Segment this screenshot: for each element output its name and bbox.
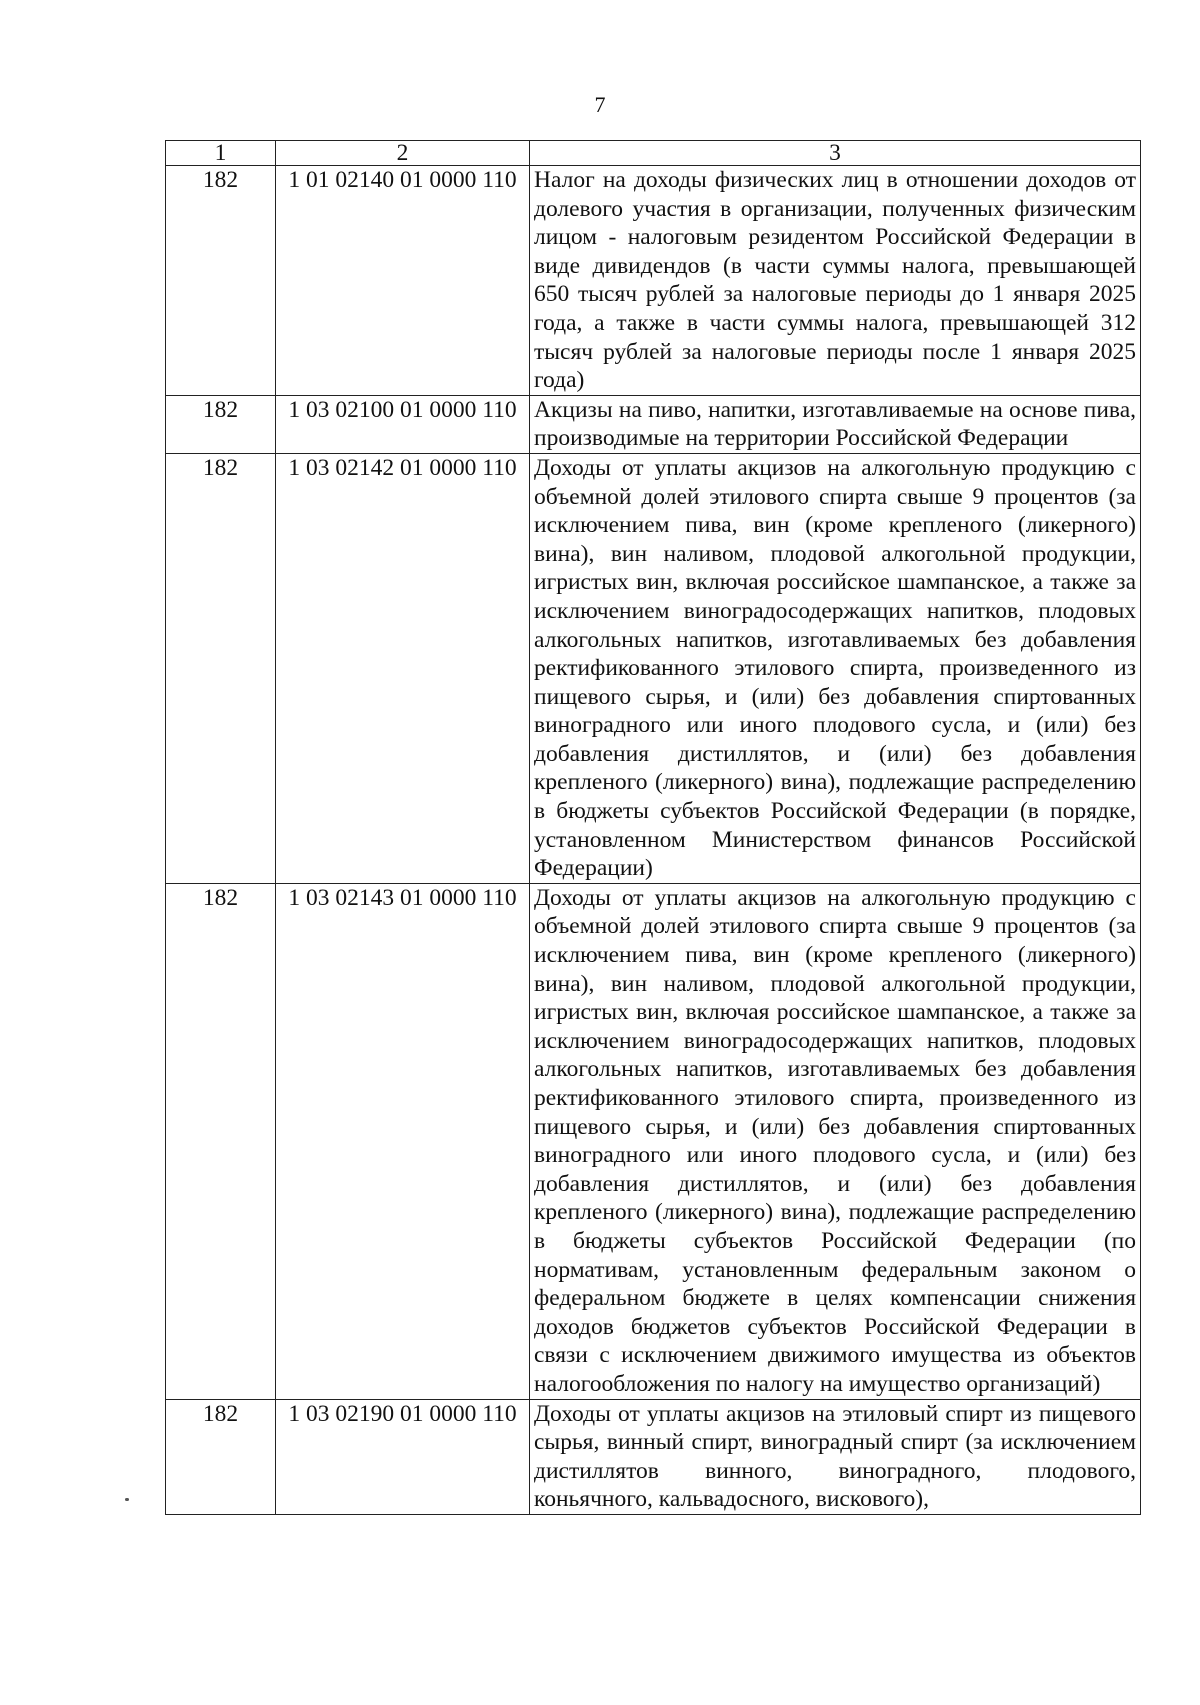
table-row (166, 883, 1141, 1399)
budget-classification-code: 1 03 02100 01 0000 110 (276, 395, 530, 453)
revenue-description: Доходы от уплаты акцизов на этиловый спирт из пищевого сырья, винный спирт, виноградный спирт (за исключением дистиллятов винного, виноградного, плодового, коньячного, кальвадосного, вискового), (530, 1399, 1141, 1514)
table-row (166, 395, 1141, 453)
administrator-code: 182 (166, 395, 276, 453)
administrator-code: 182 (166, 166, 276, 396)
revenue-description: Акцизы на пиво, напитки, изготавливаемые на основе пива, производимые на территории Российской Федерации (530, 395, 1141, 453)
scan-speck (125, 1498, 129, 1501)
budget-classification-code: 1 03 02190 01 0000 110 (276, 1399, 530, 1514)
revenue-description: Налог на доходы физических лиц в отношении доходов от долевого участия в организации, полученных физическим лицом - налоговым резидентом Российской Федерации в виде дивидендов (в части суммы налога, превышающей 650 тысяч рублей за налоговые периоды до 1 января 2025 года, а также в части суммы налога, превышающей 312 тысяч рублей за налоговые периоды после 1 января 2025 года) (530, 166, 1141, 396)
revenue-description: Доходы от уплаты акцизов на алкогольную продукцию с объемной долей этилового спирта свыше 9 процентов (за исключением пива, вин (кроме крепленого (ликерного) вина), вин наливом, плодовой алкогольной продукции, игристых вин, включая российское шампанское, а также за исключением виноградосодержащих напитков, плодовых алкогольных напитков, изготавливаемых без добавления ректификованного этилового спирта, произведенного из пищевого сырья, и (или) без добавления спиртованных виноградного или иного плодового сусла, и (или) без добавления дистиллятов, и (или) без добавления крепленого (ликерного) вина), подлежащие распределению в бюджеты субъектов Российской Федерации (в порядке, установленном Министерством финансов Российской Федерации) (530, 453, 1141, 883)
table-header-row (166, 141, 1141, 166)
table-row (166, 453, 1141, 883)
column-header-2: 2 (276, 141, 530, 166)
revenue-description: Доходы от уплаты акцизов на алкогольную продукцию с объемной долей этилового спирта свыше 9 процентов (за исключением пива, вин (кроме крепленого (ликерного) вина), вин наливом, плодовой алкогольной продукции, игристых вин, включая российское шампанское, а также за исключением виноградосодержащих напитков, плодовых алкогольных напитков, изготавливаемых без добавления ректификованного этилового спирта, произведенного из пищевого сырья, и (или) без добавления спиртованных виноградного или иного плодового сусла, и (или) без добавления дистиллятов, и (или) без добавления крепленого (ликерного) вина), подлежащие распределению в бюджеты субъектов Российской Федерации (по нормативам, установленным федеральным законом о федеральном бюджете в целях компенсации снижения доходов бюджетов субъектов Российской Федерации в связи с исключением движимого имущества из объектов налогообложения по налогу на имущество организаций) (530, 883, 1141, 1399)
budget-classification-code: 1 03 02143 01 0000 110 (276, 883, 530, 1399)
budget-classification-code: 1 01 02140 01 0000 110 (276, 166, 530, 396)
page-number: 7 (594, 92, 606, 117)
revenue-codes-table (165, 140, 1141, 1515)
table-row (166, 1399, 1141, 1514)
administrator-code: 182 (166, 883, 276, 1399)
column-header-1: 1 (166, 141, 276, 166)
administrator-code: 182 (166, 1399, 276, 1514)
table-row (166, 166, 1141, 396)
column-header-3: 3 (530, 141, 1141, 166)
budget-classification-code: 1 03 02142 01 0000 110 (276, 453, 530, 883)
administrator-code: 182 (166, 453, 276, 883)
